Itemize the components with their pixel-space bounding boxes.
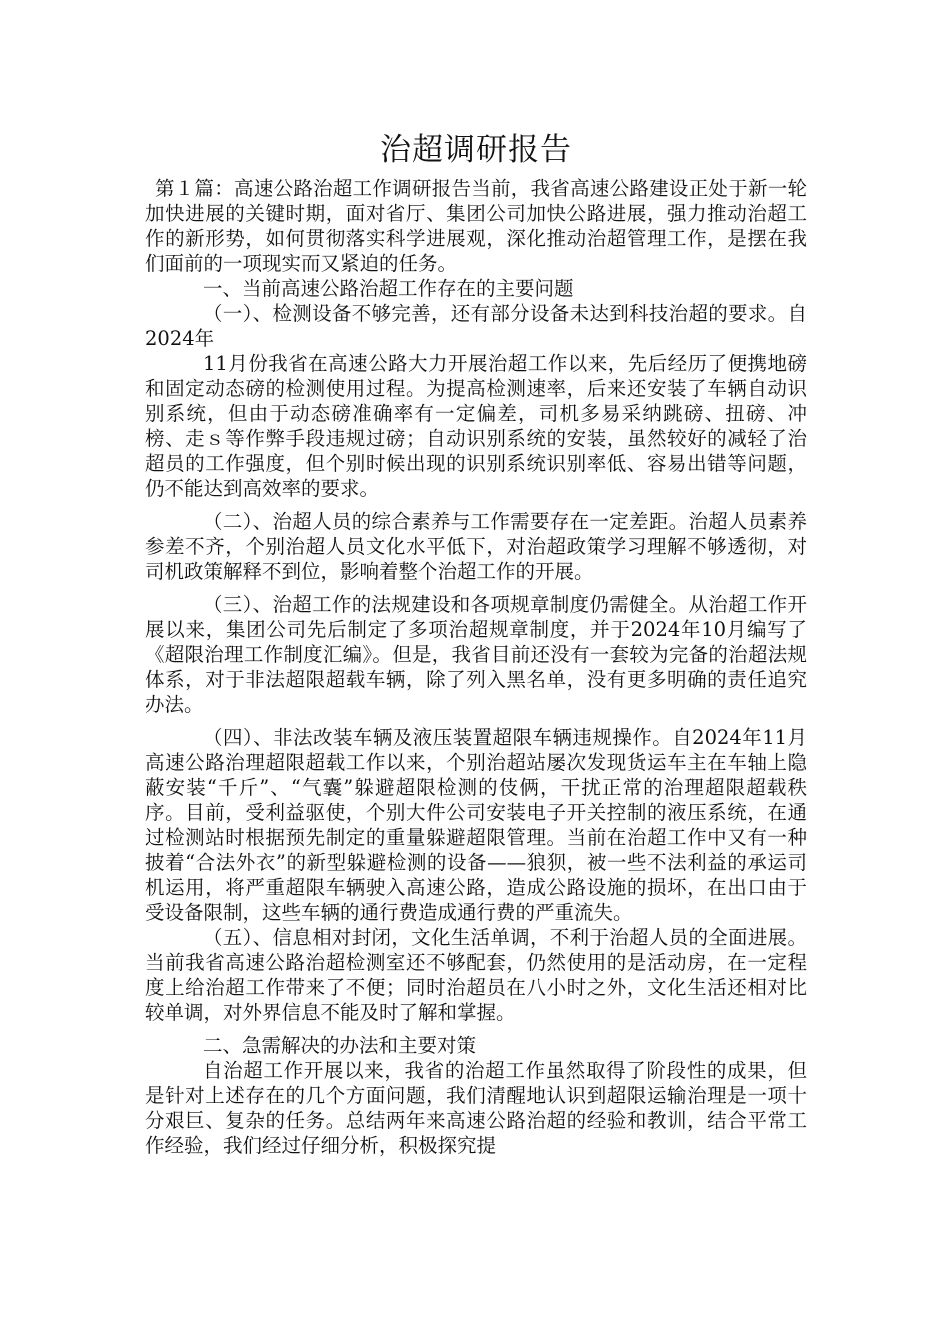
paragraph-solutions-intro: 自治超工作开展以来，我省的治超工作虽然取得了阶段性的成果，但是针对上述存在的几个方面问题，我们清醒地认识到超限运输治理是一项十分艰巨、复杂的任务。总结两年来高速公路治超的经验和教训，结合平常工作经验，我们经过仔细分析，积极探究提 <box>145 1059 807 1157</box>
paragraph-problem-4: （四）、非法改装车辆及液压装置超限车辆违规操作。自2024年11月高速公路治理超限超载工作以来，个别治超站屡次发现货运车主在车轴上隐蔽安装“千斤”、“气囊”躲避超限检测的伎俩，干扰正常的治理超限超载秩序。目前，受利益驱使，个别大件公司安装电子开关控制的液压系统，在通过检测站时根据预先制定的重量躲避超限管理。当前在治超工作中又有一种披着“合法外衣”的新型躲避检测的设备——狼狈，被一些不法利益的承运司机运用，将严重超限车辆驶入高速公路，造成公路设施的损坏，在出口由于受设备限制，这些车辆的通行费造成通行费的严重流失。 <box>145 726 807 924</box>
paragraph-problem-1: （一）、检测设备不够完善，还有部分设备未达到科技治超的要求。自2024年 <box>145 302 807 350</box>
paragraph-problem-1-cont: 11月份我省在高速公路大力开展治超工作以来，先后经历了便携地磅和固定动态磅的检测使用过程。为提高检测速率，后来还安装了车辆自动识别系统，但由于动态磅准确率有一定偏差，司机多易采纳跳磅、扭磅、冲榜、走ｓ等作弊手段违规过磅；自动识别系统的安装，虽然较好的减轻了治超员的工作强度，但个别时候出现的识别系统识别率低、容易出错等问题，仍不能达到高效率的要求。 <box>145 352 807 500</box>
paragraph-problem-2: （二）、治超人员的综合素养与工作需要存在一定差距。治超人员素养参差不齐，个别治超人员文化水平低下，对治超政策学习理解不够透彻，对司机政策解释不到位，影响着整个治超工作的开展。 <box>145 510 807 583</box>
paragraph-intro: 第１篇：高速公路治超工作调研报告当前，我省高速公路建设正处于新一轮加快进展的关键时期，面对省厅、集团公司加快公路进展，强力推动治超工作的新形势，如何贯彻落实科学进展观，深化推动治超管理工作，是摆在我们面前的一项现实而又紧迫的任务。 <box>145 177 807 275</box>
paragraph-problem-3: （三）、治超工作的法规建设和各项规章制度仍需健全。从治超工作开展以来，集团公司先后制定了多项治超规章制度，并于2024年10月编写了《超限治理工作制度汇编》。但是，我省目前还没有一套较为完备的治超法规体系，对于非法超限超载车辆，除了列入黑名单，没有更多明确的责任追究办法。 <box>145 593 807 716</box>
document-page <box>145 126 807 1158</box>
section-heading-problems: 一、当前高速公路治超工作存在的主要问题 <box>203 277 574 300</box>
paragraph-problem-5: （五）、信息相对封闭，文化生活单调，不利于治超人员的全面进展。当前我省高速公路治超检测室还不够配套，仍然使用的是活动房，在一定程度上给治超工作带来了不便；同时治超员在八小时之外，文化生活还相对比较单调，对外界信息不能及时了解和掌握。 <box>145 926 807 1024</box>
document-title: 治超调研报告 <box>380 132 572 168</box>
section-heading-solutions: 二、急需解决的办法和主要对策 <box>203 1034 477 1057</box>
